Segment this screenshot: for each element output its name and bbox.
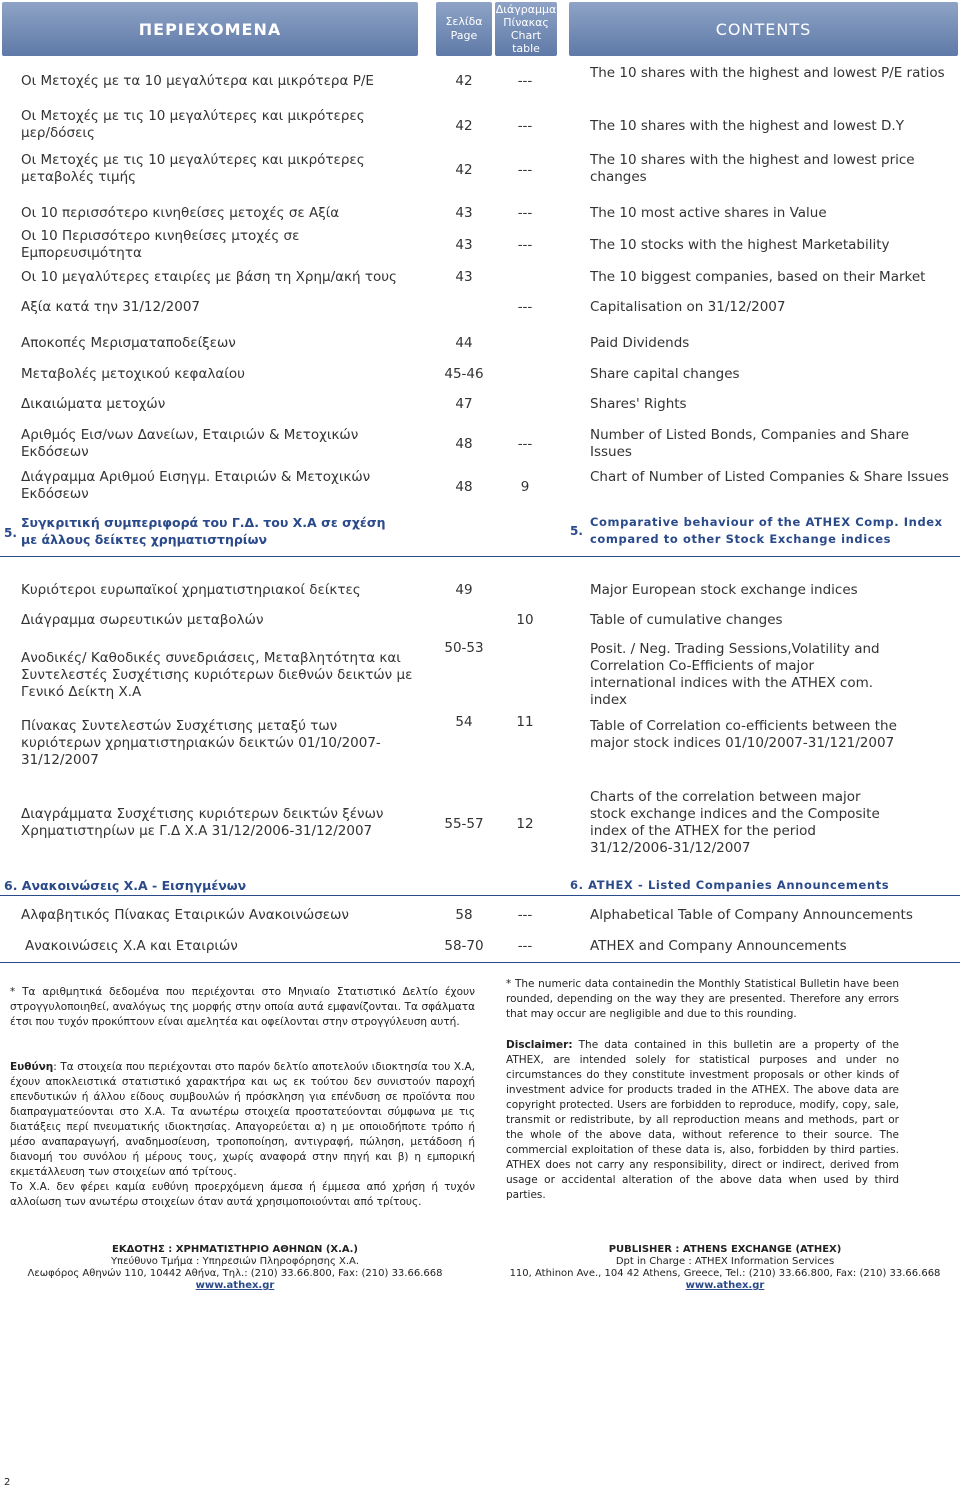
toc-en: Share capital changes: [590, 366, 740, 382]
toc-chart: 11: [516, 714, 534, 730]
toc-gr: Μεταβολές μετοχικού κεφαλαίου: [21, 366, 245, 382]
toc-en: Capitalisation on 31/12/2007: [590, 299, 786, 315]
toc-gr: Οι Μετοχές με τις 10 μεγαλύτερες και μικρότερες μεταβολές τιμής: [21, 152, 365, 185]
toc-en: Alphabetical Table of Company Announcements: [590, 907, 913, 923]
toc-page: 58-70: [444, 938, 484, 954]
header-en-title: CONTENTS: [569, 2, 958, 56]
publisher-gr: ΕΚΔΟΤΗΣ : ΧΡΗΜΑΤΙΣΤΗΡΙΟ ΑΘΗΝΩΝ (Χ.Α.) Υπεύθυνο Τμήμα : Υπηρεσιών Πληροφόρησης Χ.Α. Λεωφόρος Αθηνών 110, 10442 Αθήνα, Τηλ.: (210) 33.66.800, Fax: (210) 33.66.668 www.athex.gr: [0, 1244, 470, 1292]
toc-en: ATHEX and Company Announcements: [590, 938, 847, 954]
section-number: 5.: [4, 526, 17, 540]
section-divider: [0, 962, 960, 963]
responsibility-note-gr: Ευθύνη: Τα στοιχεία που περιέχονται στο παρόν δελτίο αποτελούν ιδιοκτησία του Χ.Α, έχουν αποκλειστικά στατιστικό χαρακτήρα και ως εκ τούτου δεν συνιστούν παροχή επενδυτικών ή άλλου είδους συμβουλών ή πρόσκληση για επένδυση σε προϊόντα που διαπραγματεύονται στο Χ.Α. Τα ανωτέρω στοιχεία προστατεύονται σύμφωνα με τις διατάξεις περί πνευματικής ιδιοκτησίας. Απαγορεύεται α) η με οποιοδήποτε τρόπο ή μέσο αναπαραγωγή, αναδημοσίευση, τροποποίηση, αντιγραφή, πώληση, μετάδοση ή διανομή του συνόλου ή μέρους τους, χωρίς αναφορά στην πηγή και β) η εμπορική εκμετάλλευση των στοιχείων από τρίτους. Το Χ.Α. δεν φέρει καμία ευθύνη προερχόμενη άμεσα ή έμμεσα από χρήση ή τυχόν αλλοίωση των ανωτέρω στοιχείων όταν αυτά χρησιμοποιούνται από τρίτους.: [10, 1061, 475, 1208]
toc-page: 43: [455, 269, 473, 285]
toc-en: The 10 shares with the highest and lowest price changes: [590, 152, 915, 185]
toc-page: 42: [455, 118, 473, 134]
toc-page: 55-57: [444, 816, 484, 832]
toc-chart: 12: [516, 816, 534, 832]
section-number: 5.: [570, 524, 583, 538]
toc-gr: Δικαιώματα μετοχών: [21, 396, 166, 412]
toc-page: 43: [455, 237, 473, 253]
website-link[interactable]: www.athex.gr: [195, 1280, 275, 1291]
header-gr-title: ΠΕΡΙΕΧΟΜΕΝΑ: [2, 2, 418, 56]
toc-chart: 10: [516, 612, 534, 628]
page-number: 2: [4, 1477, 11, 1488]
toc-en: Number of Listed Bonds, Companies and Share Issues: [590, 427, 910, 460]
toc-page: 48: [455, 479, 473, 495]
toc-en: Major European stock exchange indices: [590, 582, 858, 598]
toc-en: Table of cumulative changes: [590, 612, 783, 628]
toc-en: Charts of the correlation between major stock exchange indices and the Composite index of the ATHEX for the period 31/12/2006-31/12/2007: [590, 789, 880, 856]
toc-en: Shares' Rights: [590, 396, 687, 412]
toc-en: The 10 shares with the highest and lowest P/E ratios: [590, 65, 945, 81]
toc-chart: 9: [520, 479, 530, 495]
toc-page: 42: [455, 162, 473, 178]
section-title-en: 6. ATHEX - Listed Companies Announcements: [570, 878, 890, 892]
toc-page: 48: [455, 436, 473, 452]
section-title-gr: Συγκριτική συμπεριφορά του Γ.Δ. του Χ.Α σε σχέση με άλλους δείκτες χρηματιστηρίων: [21, 515, 386, 547]
toc-chart: ---: [517, 118, 533, 134]
toc-en: The 10 shares with the highest and lowest D.Y: [590, 118, 904, 134]
section-title-gr: 6. Ανακοινώσεις Χ.Α - Εισηγμένων: [4, 878, 247, 893]
section-title-en: Comparative behaviour of the ATHEX Comp. Index compared to other Stock Exchange indices: [590, 515, 943, 546]
header-page: Σελίδα Page: [436, 2, 492, 56]
toc-en: The 10 biggest companies, based on their Market: [590, 269, 926, 285]
toc-en: Chart of Number of Listed Companies & Share Issues: [590, 469, 949, 485]
toc-chart: ---: [517, 299, 533, 315]
toc-gr: Οι 10 μεγαλύτερες εταιρίες με βάση τη Χρημ/ακή τους: [21, 269, 397, 285]
toc-gr: Αριθμός Εισ/νων Δανείων, Εταιριών & Μετοχικών Εκδόσεων: [21, 427, 359, 460]
toc-chart: ---: [517, 205, 533, 221]
publisher-en: PUBLISHER : ATHENS EXCHANGE (ATHEX) Dpt in Charge : ATHEX Information Services 110, Athinon Ave., 104 42 Athens, Greece, Tel.: (210) 33.66.800, Fax: (210) 33.66.668 www.athex.gr: [490, 1244, 960, 1292]
website-link[interactable]: www.athex.gr: [685, 1280, 765, 1291]
toc-gr: Οι 10 περισσότερο κινηθείσες μετοχές σε Αξία: [21, 205, 340, 221]
rounding-note-en: * The numeric data containedin the Monthly Statistical Bulletin have been rounded, depending on the way they are presented. Therefore any errors that may occur are negligible and due to this rounding.: [506, 978, 899, 1020]
toc-gr: Πίνακας Συντελεστών Συσχέτισης μεταξύ των κυριότερων χρηματιστηριακών δεικτών 01/10/2007-31/12/2007: [21, 718, 381, 768]
toc-gr: Οι 10 Περισσότερο κινηθείσες μτοχές σε Εμπορευσιμότητα: [21, 228, 300, 261]
toc-chart: ---: [517, 237, 533, 253]
toc-page: 47: [455, 396, 473, 412]
toc-page: 49: [455, 582, 473, 598]
toc-gr: Κυριότεροι ευρωπαϊκοί χρηματιστηριακοί δείκτες: [21, 582, 361, 598]
rounding-note-gr: * Τα αριθμητικά δεδομένα που περιέχονται στο Μηνιαίο Στατιστικό Δελτίο έχουν στρογγυλοποιηθεί, αναλόγως της μορφής στην οποία αυτά εμφανίζονται. Τα σφάλματα έτσι που τυχόν προκύπτουν είναι αμελητέα και οφείλονται στην στρογγύλευση αυτή.: [10, 986, 475, 1028]
toc-page: 44: [455, 335, 473, 351]
toc-gr: Ανοδικές/ Καθοδικές συνεδριάσεις, Μεταβλητότητα και Συντελεστές Συσχέτισης κυριότερων διεθνών δεικτών με Γενικό Δείκτη Χ.Α: [21, 650, 413, 700]
toc-page: 54: [455, 714, 473, 730]
toc-page: 42: [455, 73, 473, 89]
section-divider: [0, 556, 960, 557]
toc-chart: ---: [517, 938, 533, 954]
toc-en: The 10 stocks with the highest Marketability: [590, 237, 890, 253]
toc-en: Paid Dividends: [590, 335, 690, 351]
toc-en: The 10 most active shares in Value: [590, 205, 827, 221]
toc-chart: ---: [517, 436, 533, 452]
toc-chart: ---: [517, 162, 533, 178]
disclaimer-en: Disclaimer: The data contained in this bulletin are a property of the ATHEX, are intended solely for statistical purposes and under no circumstances do they constitute investment proposals or other kinds of investment advice for products traded in the ATHEX. The above data are copyright protected. Users are forbidden to reproduce, modify, copy, sale, transmit or redistribute, by all reproduction means and methods, part or the whole of the above data, without reference to their source. The commercial exploitation of these data is, also, forbidden by third parties. ATHEX does not carry any responsibility, direct or indirect, derived from usage or accidental alteration of the above data when used by third parties.: [506, 1039, 899, 1201]
toc-page: 45-46: [444, 366, 484, 382]
toc-en: Table of Correlation co-efficients between the major stock indices 01/10/2007-31/121/2007: [590, 718, 897, 751]
toc-page: 58: [455, 907, 473, 923]
toc-gr: Διάγραμμα σωρευτικών μεταβολών: [21, 612, 264, 628]
toc-gr: Διαγράμματα Συσχέτισης κυριότερων δεικτών ξένων Χρηματιστηρίων με Γ.Δ Χ.Α 31/12/2006-31/12/2007: [21, 806, 384, 839]
toc-gr: Ανακοινώσεις Χ.Α και Εταιριών: [25, 938, 238, 954]
toc-gr: Διάγραμμα Αριθμού Εισηγμ. Εταιριών & Μετοχικών Εκδόσεων: [21, 469, 371, 502]
toc-gr: Οι Μετοχές με τις 10 μεγαλύτερες και μικρότερες μερ/δόσεις: [21, 108, 365, 141]
toc-chart: ---: [517, 73, 533, 89]
section-divider: [0, 895, 960, 896]
toc-gr: Αλφαβητικός Πίνακας Εταιρικών Ανακοινώσεων: [21, 907, 349, 923]
toc-en: Posit. / Neg. Trading Sessions,Volatility and Correlation Co-Efficients of major international indices with the ATHEX com. index: [590, 641, 880, 708]
toc-page: 43: [455, 205, 473, 221]
toc-chart: ---: [517, 907, 533, 923]
toc-gr: Αξία κατά την 31/12/2007: [21, 299, 201, 315]
toc-gr: Οι Μετοχές με τα 10 μεγαλύτερα και μικρότερα P/E: [21, 73, 374, 89]
header-chart: Διάγραμμα Πίνακας Chart table: [495, 3, 557, 55]
toc-page: 50-53: [444, 640, 484, 656]
toc-gr: Αποκοπές Μερισματαποδείξεων: [21, 335, 236, 351]
